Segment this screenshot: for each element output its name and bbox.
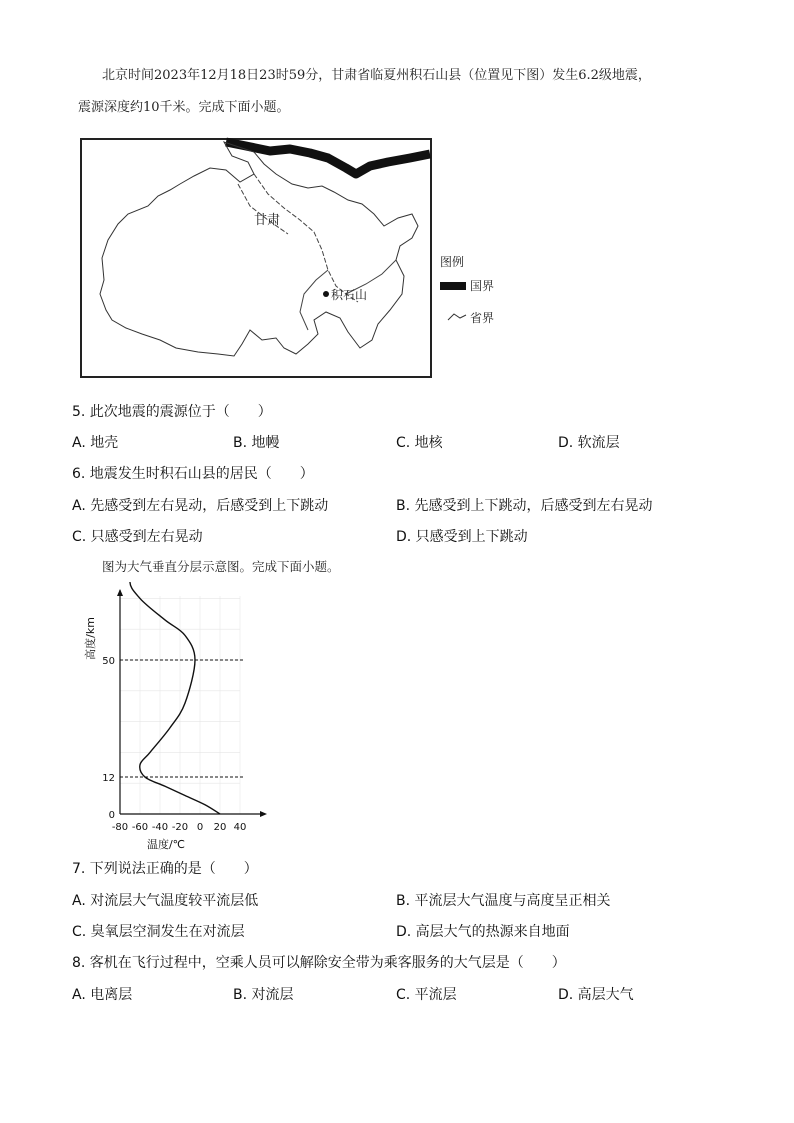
q6-option-d[interactable]: D. 只感受到上下跳动 [396,529,528,545]
q5-option-c[interactable]: C. 地核 [396,435,443,451]
question-6-stem: 6. 地震发生时积石山县的居民（ ） [72,466,314,482]
q6-option-b[interactable]: B. 先感受到上下跳动，后感受到左右晃动 [396,498,653,514]
x-axis-label: 温度/℃ [146,838,186,851]
q7-option-a[interactable]: A. 对流层大气温度较平流层低 [72,893,259,909]
map-frame [81,139,431,377]
y-tick-label: 50 [102,656,115,667]
q7-option-d[interactable]: D. 高层大气的热源来自地面 [396,924,570,940]
county-marker [323,291,329,297]
x-tick-label: 40 [233,822,247,833]
intro-paragraph [78,60,718,124]
x-tick-label: -40 [151,822,169,833]
legend-national-swatch [440,282,466,290]
q6-option-c[interactable]: C. 只感受到左右晃动 [72,529,203,545]
chart-axes [117,589,267,817]
q6-option-a[interactable]: A. 先感受到左右晃动，后感受到上下跳动 [72,498,329,514]
chart-plot [130,582,225,814]
x-axis-arrow [260,811,267,817]
x-tick-label: -60 [131,822,149,833]
intro-line-1: 北京时间2023年12月18日23时59分，甘肃省临夏州积石山县（位置见下图）发生6.2级地震， [102,68,651,83]
q5-option-b[interactable]: B. 地幔 [233,435,280,451]
y-axis-arrow [117,589,123,596]
atmosphere-chart [80,582,320,854]
map-label-jishishan: 积石山 [331,288,368,302]
x-tick-label: -80 [111,822,129,833]
q5-option-a[interactable]: A. 地壳 [72,435,119,451]
x-tick-label: 0 [196,822,204,833]
legend-provincial-swatch [448,314,466,320]
x-tick-label: -20 [171,822,189,833]
legend-national-label: 国界 [470,279,495,293]
legend-provincial-label: 省界 [470,311,495,325]
q7-option-b[interactable]: B. 平流层大气温度与高度呈正相关 [396,893,611,909]
y-tick-label: 0 [108,810,115,821]
question-7-stem: 7. 下列说法正确的是（ ） [72,861,258,877]
map-label-gansu: 甘肃 [254,213,281,228]
question-8-stem: 8. 客机在飞行过程中，空乘人员可以解除安全带为乘客服务的大气层是（ ） [72,955,566,971]
chart-grid [120,596,240,814]
temperature-curve [130,582,225,814]
legend-title: 图例 [440,255,465,269]
intro-line-2: 震源深度约10千米。完成下面小题。 [78,100,290,115]
q8-option-d[interactable]: D. 高层大气 [558,987,634,1003]
q5-option-d[interactable]: D. 软流层 [558,435,620,451]
y-axis-label: 高度/km [84,617,97,660]
x-tick-label: 20 [213,822,227,833]
chart-caption: 图为大气垂直分层示意图。完成下面小题。 [102,559,340,574]
q8-option-c[interactable]: C. 平流层 [396,987,457,1003]
question-5-stem: 5. 此次地震的震源位于（ ） [72,404,272,420]
q8-option-b[interactable]: B. 对流层 [233,987,294,1003]
location-map [78,134,508,382]
q8-option-a[interactable]: A. 电离层 [72,987,133,1003]
y-tick-label: 12 [102,773,115,785]
q7-option-c[interactable]: C. 臭氧层空洞发生在对流层 [72,924,245,940]
